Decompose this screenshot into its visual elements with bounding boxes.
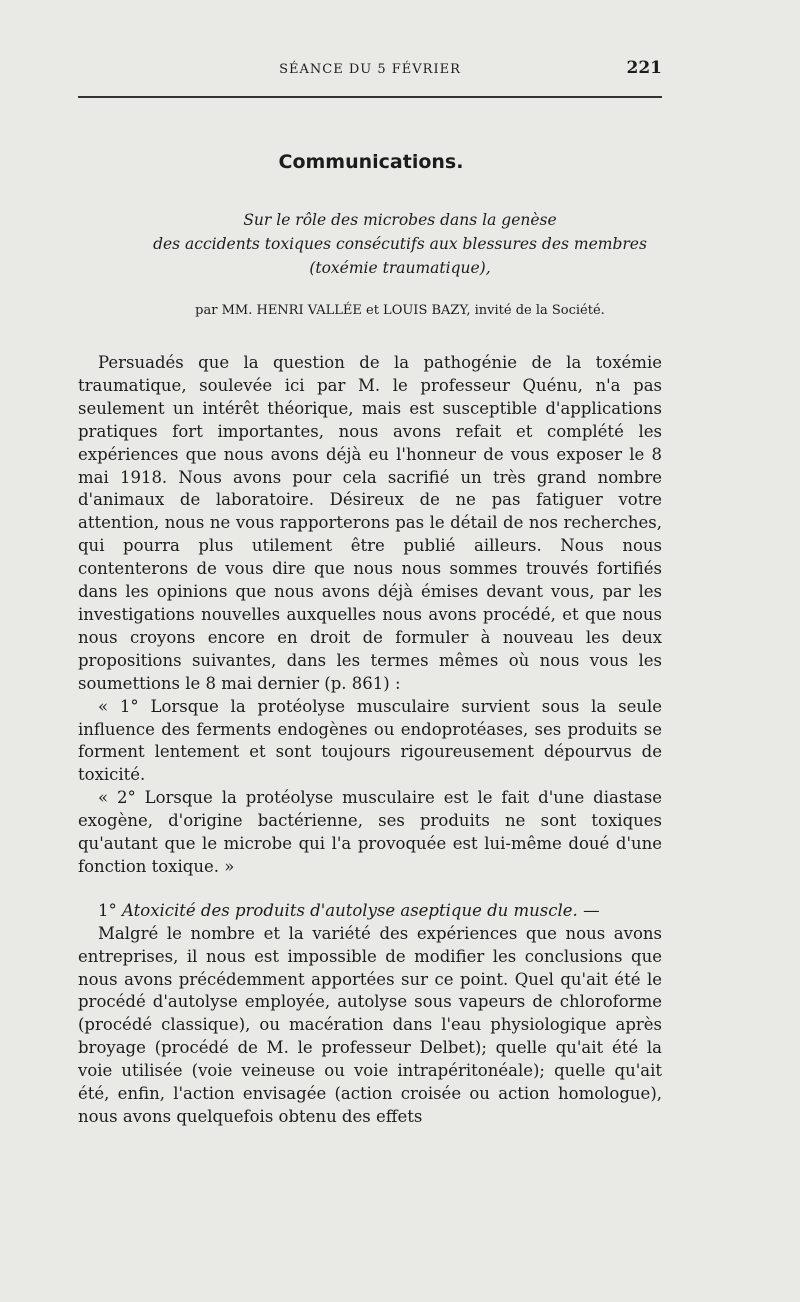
running-title: SÉANCE DU 5 FÉVRIER bbox=[279, 62, 461, 77]
paragraph: Malgré le nombre et la variété des expériences que nous avons entreprises, il nous est impossible de modifier les conclusions que nous avons précédemment apportées sur ce point. Quel qu'ait été le procédé d'autolyse employée, autolyse sous vapeurs de chloroforme (procédé classique), ou macération dans l'eau physiologique après broyage (procédé de M. le professeur Delbet); quelle qu'ait été la voie utilisée (voie veineuse ou voie intrapéritonéale); quelle qu'ait été, enfin, l'action envisagée (action croisée ou action homologue), nous avons quelquefois obtenu des effets bbox=[78, 923, 662, 1126]
paragraph-gap bbox=[78, 879, 662, 900]
article-title-line: (toxémie traumatique), bbox=[309, 259, 491, 277]
subsection-dash: — bbox=[583, 900, 600, 920]
article-title-line: Sur le rôle des microbes dans la genèse bbox=[243, 211, 557, 229]
section-title: Communications. bbox=[278, 151, 464, 173]
paragraph: Persuadés que la question de la pathogénie de la toxémie traumatique, soulevée ici par M. le professeur Quénu, n'a pas seulement un intérêt théorique, mais est susceptible d'applications pratiques fort importantes, nous avons refait et complété les expériences que nous avons déjà eu l'honneur de vous exposer le 8 mai 1918. Nous avons pour cela sacrifié un très grand nombre d'animaux de laboratoire. Désireux de ne pas fatiguer votre attention, nous ne vous rapporterons pas le détail de nos recherches, qui pourra plus utilement être publié ailleurs. Nous nous contenterons de vous dire que nous nous sommes trouvés fortifiés dans les opinions que nous avons déjà émises devant vous, par les investigations nouvelles auxquelles nous avons procédé, et que nous nous croyons encore en droit de formuler à nouveau les deux propositions suivantes, dans les termes mêmes où nous vous les soumettions le 8 mai dernier (p. 861) : bbox=[78, 353, 662, 693]
byline: par MM. HENRI VALLÉE et LOUIS BAZY, invité de la Société. bbox=[195, 303, 605, 318]
subsection-number: 1° bbox=[98, 900, 117, 920]
subsection-heading bbox=[78, 900, 662, 923]
article-title bbox=[60, 208, 740, 280]
running-head bbox=[78, 58, 662, 84]
header-rule bbox=[78, 96, 662, 98]
body-text bbox=[78, 352, 662, 1129]
paragraph: « 1° Lorsque la protéolyse musculaire survient sous la seule influence des ferments endogènes ou endoprotéases, ses produits se forment lentement et sont toujours rigoureusement dépourvus de toxicité. bbox=[78, 696, 662, 785]
paragraph: « 2° Lorsque la protéolyse musculaire est le fait d'une diastase exogène, d'origine bactérienne, ses produits ne sont toxiques qu'autant que le microbe qui l'a provoquée est lui-même doué d'une fonction toxique. » bbox=[78, 788, 662, 876]
page-number: 221 bbox=[626, 58, 662, 78]
article-title-line: des accidents toxiques consécutifs aux blessures des membres bbox=[153, 235, 647, 253]
subsection-title: Atoxicité des produits d'autolyse aseptique du muscle. bbox=[122, 900, 578, 920]
